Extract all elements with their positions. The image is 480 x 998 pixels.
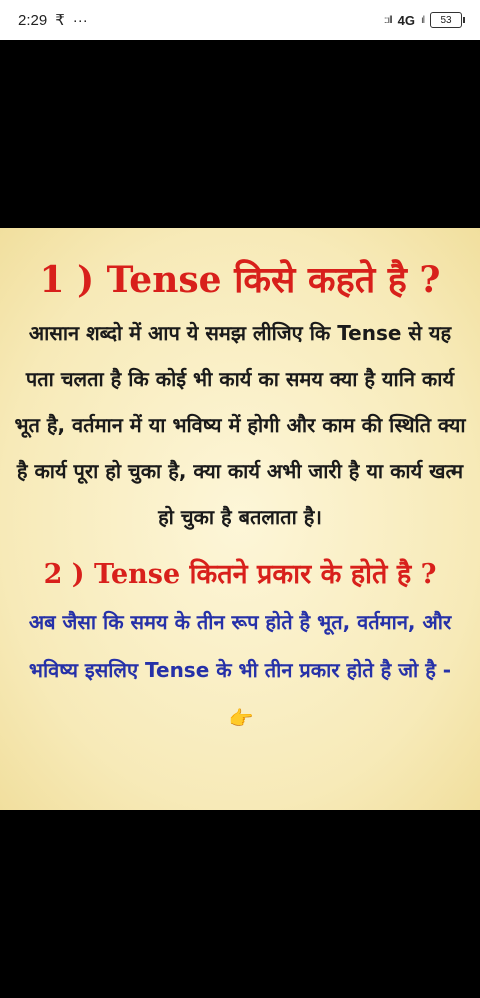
network-type-label: 4G (397, 12, 415, 28)
battery-icon: 53 (430, 12, 462, 28)
status-bar (0, 0, 480, 40)
signal-icon: ::ıll (383, 14, 392, 26)
network-signal-icon: ıl (421, 14, 424, 26)
paragraph-tense-types-text: अब जैसा कि समय के तीन रूप होते है भूत, वर्तमान, और भविष्य इसलिए Tense के भी तीन प्रकार होते है जो है - (28, 610, 452, 682)
pointing-hand-icon: 👉 (228, 706, 254, 730)
rupee-notification-icon: ₹ (55, 12, 65, 29)
paragraph-tense-types (14, 592, 466, 742)
status-left (18, 11, 88, 29)
more-notifications-icon: ··· (72, 11, 88, 29)
paragraph-tense-definition: आसान शब्दो में आप ये समझ लीजिए कि Tense से यह पता चलता है कि कोई भी कार्य का समय क्या है यानि कार्य भूत है, वर्तमान में या भविष्य में होगी और काम की स्थिति क्या है कार्य पूरा हो चुका है, क्या कार्य अभी जारी है या कार्य खत्म हो चुका है बतलाता है। (14, 321, 466, 529)
heading-what-is-tense: 1 ) Tense किसे कहते है ? (39, 259, 441, 301)
heading-tense-types: 2 ) Tense कितने प्रकार के होते है ? (43, 559, 437, 590)
status-time: 2:29 (18, 11, 48, 29)
tense-info-image[interactable] (0, 228, 480, 810)
status-right (384, 12, 462, 28)
